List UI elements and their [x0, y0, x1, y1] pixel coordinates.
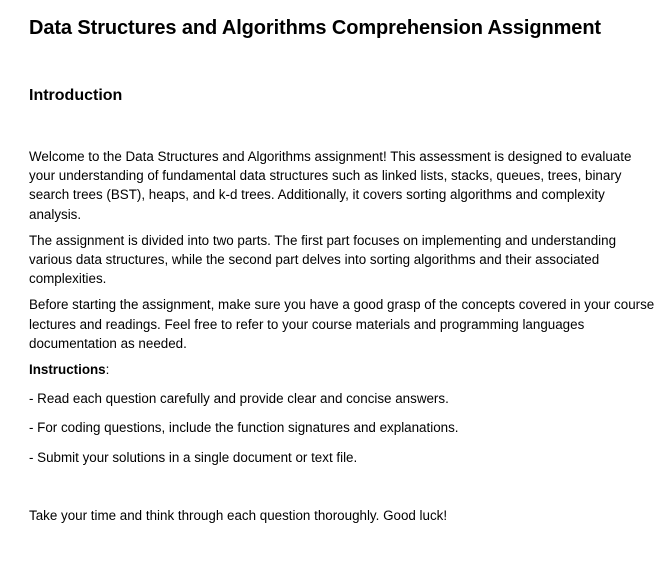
intro-paragraph-preparation: Before starting the assignment, make sure you have a good grasp of the concepts covered in your course lectures and readings. Feel free to refer to your course materials and programming languages documentation as needed.: [29, 297, 655, 351]
instructions-heading: [29, 360, 658, 379]
instruction-item: - Submit your solutions in a single document or text file.: [29, 449, 358, 465]
instructions-label: Instructions: [29, 362, 106, 378]
instruction-item: - For coding questions, include the function signatures and explanations.: [29, 420, 459, 436]
document-title: Data Structures and Algorithms Comprehension Assignment: [29, 17, 601, 39]
introduction-body: [29, 147, 658, 467]
intro-paragraph-structure: The assignment is divided into two parts. The first part focuses on implementing and understanding various data structures, while the second part delves into sorting algorithms and their associated complexities.: [29, 232, 617, 287]
closing-note: Take your time and think through each question thoroughly. Good luck!: [29, 507, 448, 523]
intro-paragraph-welcome: Welcome to the Data Structures and Algorithms assignment! This assessment is designed to evaluate your understanding of fundamental data structures such as linked lists, stacks, queues, trees, binary search trees (BST), heaps, and k-d trees. Additionally, it covers sorting algorithms and complexity analysis.: [29, 149, 632, 222]
section-heading-introduction: Introduction: [29, 87, 123, 104]
instructions-label-colon: :: [105, 362, 110, 378]
instruction-item: - Read each question carefully and provide clear and concise answers.: [29, 391, 449, 407]
